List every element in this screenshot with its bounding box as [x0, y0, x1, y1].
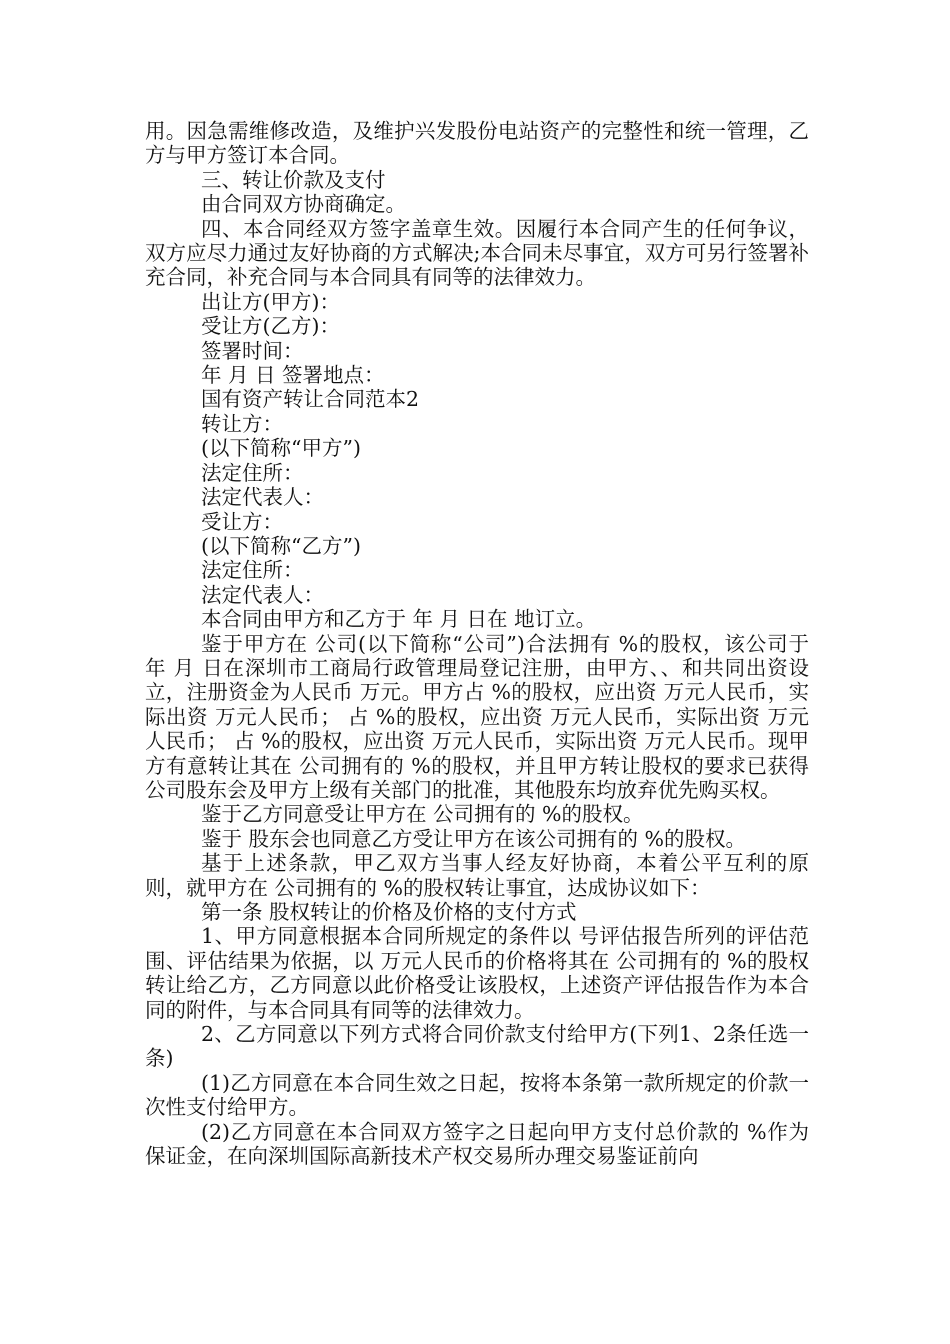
- heading-article-one: 第一条 股权转让的价格及价格的支付方式: [201, 900, 577, 924]
- paragraph-price-determination: 由合同双方协商确定。: [201, 192, 406, 217]
- paragraph-1: 用。因急需维修改造，及维护兴发股份电站资产的完整性和统一管理，乙方与甲方签订本合同。: [145, 119, 809, 168]
- paragraph-whereas-1: 鉴于甲方在 公司(以下简称“公司”)合法拥有 %的股权，该公司于 年 月 日在深圳市工商局行政管理局登记注册，由甲方、、和共同出资设立，注册资金为人民币 万元。甲方占 %的股权，应出资 万元人民币，实际出资 万元人民币； 占 %的股权，应出资 万元人民币，实际出资 万元人民币； 占 %的股权，应出资 万元人民币，实际出资 万元人民币。现甲方有意转让其在 公司拥有的 %的股权，并且甲方转让股权的要求已获得公司股东会及甲方上级有关部门的批准，其他股东均放弃优先购买权。: [145, 631, 809, 802]
- field-date-place: 年 月 日 签署地点：: [201, 363, 385, 388]
- paragraph-article-four: 四、本合同经双方签字盖章生效。因履行本合同产生的任何争议，双方应尽力通过友好协商的方式解决;本合同未尽事宜，双方可另行签署补充合同，补充合同与本合同具有同等的法律效力。: [145, 216, 809, 290]
- heading-price-payment: 三、转让价款及支付: [201, 167, 386, 192]
- field-legal-rep-a: 法定代表人：: [201, 485, 324, 510]
- field-transferee: 受让方(乙方)：: [201, 314, 340, 339]
- clause-1: 1、甲方同意根据本合同所规定的条件以 号评估报告所列的评估范围、评估结果为依据，以 万元人民币的价格将其在 公司拥有的 %的股权转让给乙方，乙方同意以此价格受让该股权，上述资产评估报告作为本合同的附件，与本合同具有同等的法律效力。: [145, 924, 809, 1022]
- field-assignee: 受让方：: [201, 509, 283, 534]
- paragraph-contract-made: 本合同由甲方和乙方于 年 月 日在 地订立。: [201, 607, 597, 632]
- note-party-a: (以下简称“甲方”): [201, 436, 361, 461]
- clause-2-option-1: (1)乙方同意在本合同生效之日起，按将本条第一款所规定的价款一次性支付给甲方。: [145, 1070, 809, 1120]
- paragraph-whereas-2: 鉴于乙方同意受让甲方在 公司拥有的 %的股权。: [201, 802, 644, 827]
- field-transferor: 出让方(甲方)：: [201, 289, 340, 314]
- field-sign-time: 签署时间：: [201, 338, 304, 363]
- section-title-template-2: 国有资产转让合同范本2: [201, 387, 420, 412]
- paragraph-whereas-3: 鉴于 股东会也同意乙方受让甲方在该公司拥有的 %的股权。: [201, 826, 747, 851]
- field-legal-address-a: 法定住所：: [201, 460, 304, 485]
- field-legal-address-b: 法定住所：: [201, 558, 304, 583]
- note-party-b: (以下简称“乙方”): [201, 533, 361, 558]
- field-assignor: 转让方：: [201, 411, 283, 436]
- document-page: [145, 119, 809, 1168]
- paragraph-agreement-basis: 基于上述条款，甲乙双方当事人经友好协商，本着公平互利的原则，就甲方在 公司拥有的 %的股权转让事宜，达成协议如下：: [145, 851, 809, 900]
- clause-2: 2、乙方同意以下列方式将合同价款支付给甲方(下列1、2条任选一条): [145, 1022, 809, 1071]
- clause-2-option-2: (2)乙方同意在本合同双方签字之日起向甲方支付总价款的 %作为保证金，在向深圳国际高新技术产权交易所办理交易鉴证前向: [145, 1119, 809, 1169]
- field-legal-rep-b: 法定代表人：: [201, 582, 324, 607]
